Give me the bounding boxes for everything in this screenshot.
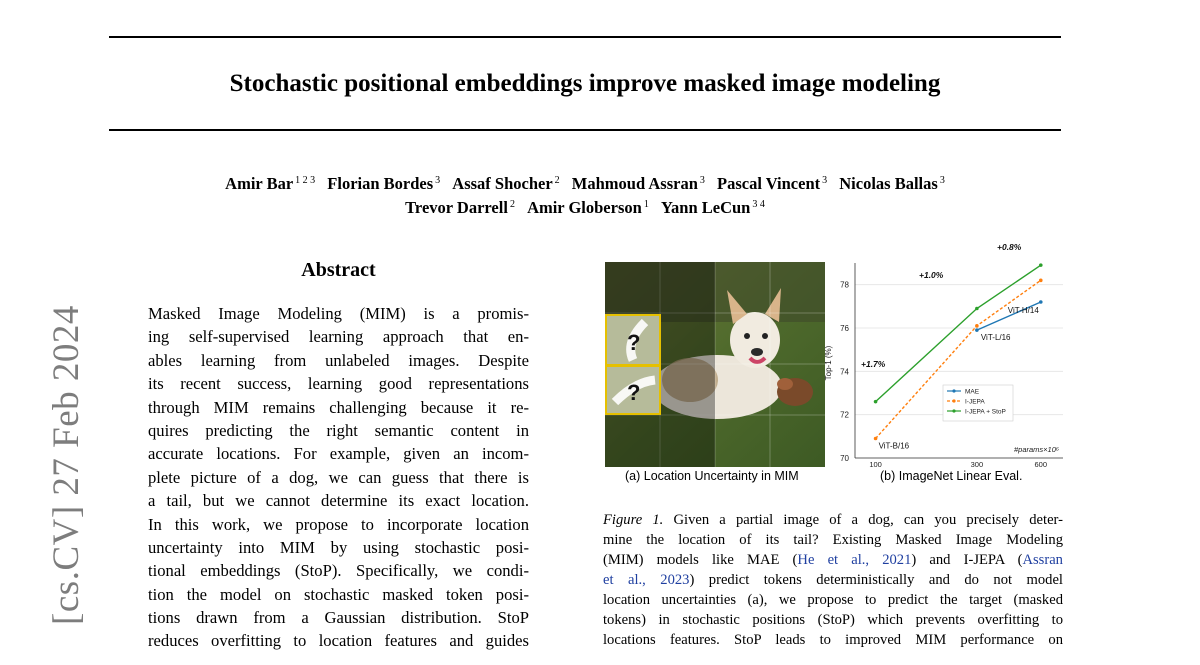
affiliation-marker: 1 2 3 xyxy=(295,175,316,186)
series-line xyxy=(876,265,1041,402)
y-tick-label: 72 xyxy=(840,410,849,420)
abstract-line: tion the model on stochastic masked token posi- xyxy=(148,584,529,604)
author: Amir Globerson $^1$ xyxy=(527,198,649,217)
abstract-line: through MIM remains challenging because it re- xyxy=(148,397,529,417)
author: Amir Bar $^{1 2 3}$ xyxy=(225,174,316,193)
author: Yann LeCun $^{3 4}$ xyxy=(660,198,765,217)
affiliation-marker: 3 xyxy=(699,175,705,186)
data-point xyxy=(975,307,979,311)
point-label: ViT-H/14 xyxy=(1007,306,1039,315)
data-point xyxy=(1039,300,1043,304)
title-bottom-rule xyxy=(109,129,1061,131)
affiliation-marker: 2 xyxy=(509,199,515,210)
dog-photo-illustration xyxy=(605,262,825,467)
caption-line: (MIM) models like MAE (He et al., 2021) and I-JEPA (Assran xyxy=(603,552,1063,568)
abstract-line: reduces overfitting to location features and guides xyxy=(148,631,529,651)
top-rule xyxy=(109,36,1061,38)
legend-label: I-JEPA xyxy=(965,398,985,406)
citation-link[interactable]: et al., 2023 xyxy=(603,572,690,588)
caption-line: Figure 1. Given a partial image of a dog, can you precisely deter- xyxy=(603,512,1063,528)
abstract-line: ing self-supervised learning approach that en- xyxy=(148,327,529,347)
question-mark: ? xyxy=(627,330,641,355)
y-tick-label: 70 xyxy=(840,454,849,463)
y-tick-label: 76 xyxy=(840,324,849,333)
chart-legend xyxy=(943,385,1013,421)
abstract-line: tions drawn from a Gaussian distribution. StoP xyxy=(148,608,529,628)
author: Mahmoud Assran $^3$ xyxy=(571,174,705,193)
abstract-line: its recent success, learning good representations xyxy=(148,374,529,394)
affiliation-marker: 3 4 xyxy=(752,199,765,210)
author: Assaf Shocher $^2$ xyxy=(452,174,560,193)
caption-line: mine the location of its tail? Existing Masked Image Modeling xyxy=(603,532,1063,548)
abstract-line: ables learning from unlabeled images. Despite xyxy=(148,350,529,370)
x-tick-label: 100 xyxy=(869,460,882,469)
caption-line: tokens) in stochastic positions (StoP) which prevents overfitting to xyxy=(603,612,1063,628)
abstract-body xyxy=(148,302,529,653)
abstract-line: accurate locations. For example, given an incom- xyxy=(148,444,529,464)
legend-label: I-JEPA + StoP xyxy=(965,408,1006,416)
abstract-line: tional embeddings (StoP). Specifically, we condi- xyxy=(148,561,529,581)
legend-marker xyxy=(952,399,955,402)
figure-label: Figure 1. xyxy=(603,512,664,528)
question-mark: ? xyxy=(627,380,641,405)
x-tick-label: 300 xyxy=(970,460,984,469)
author: Pascal Vincent $^3$ xyxy=(717,174,828,193)
affiliation-marker: 3 xyxy=(822,175,828,186)
citation-link[interactable]: Assran xyxy=(1022,552,1063,568)
legend-marker xyxy=(952,409,955,412)
paper-title: Stochastic positional embeddings improve masked image modeling xyxy=(229,70,941,97)
legend-marker xyxy=(952,389,955,392)
data-point xyxy=(975,324,979,328)
x-axis-note: #params×10⁶ xyxy=(1013,445,1059,454)
citation-link[interactable]: He et al., 2021 xyxy=(797,552,912,568)
legend-label: MAE xyxy=(965,388,980,396)
abstract-line: uncertainty into MIM by using stochastic posi- xyxy=(148,537,529,557)
abstract-line: In this work, we propose to incorporate location xyxy=(148,514,529,534)
abstract-line: Masked Image Modeling (MIM) is a promis- xyxy=(148,304,529,323)
y-tick-label: 74 xyxy=(840,367,849,377)
data-point xyxy=(1039,279,1043,283)
abstract-heading: Abstract xyxy=(301,259,376,281)
gain-label: +0.8% xyxy=(997,242,1022,252)
affiliation-marker: 3 xyxy=(435,175,441,186)
x-tick-label: 600 xyxy=(1034,460,1048,469)
figure-caption xyxy=(603,510,1063,650)
affiliation-marker: 1 xyxy=(643,199,649,210)
affiliation-marker: 3 xyxy=(939,175,945,186)
point-label: ViT-B/16 xyxy=(878,441,910,451)
panel-a-caption: (a) Location Uncertainty in MIM xyxy=(625,469,799,483)
gain-label: +1.0% xyxy=(919,270,944,281)
abstract-line: a tail, but we cannot determine its exact location. xyxy=(148,491,529,511)
author-list-line-2 xyxy=(109,198,1061,218)
author: Trevor Darrell $^2$ xyxy=(405,198,515,217)
data-point xyxy=(874,400,878,404)
abstract-line: quires predicting the right semantic content in xyxy=(148,420,529,440)
caption-line: location uncertainties (a), we propose to predict the target (masked xyxy=(603,592,1063,608)
dog-photo-panel xyxy=(605,262,825,467)
author-list-line-1 xyxy=(109,174,1061,194)
panel-b-caption: (b) ImageNet Linear Eval. xyxy=(880,469,1023,483)
data-point xyxy=(874,437,878,441)
author: Nicolas Ballas $^3$ xyxy=(839,174,945,193)
y-tick-label: 78 xyxy=(840,280,849,290)
affiliation-marker: 2 xyxy=(554,175,560,186)
gain-label: +1.7% xyxy=(861,359,886,369)
imagenet-chart xyxy=(823,242,1063,469)
point-label: ViT-L/16 xyxy=(980,333,1011,343)
data-point xyxy=(1039,263,1043,267)
y-axis-label: Top-1 (%) xyxy=(824,345,833,381)
abstract-line: plete picture of a dog, we can guess that there is xyxy=(148,467,529,487)
author: Florian Bordes $^3$ xyxy=(327,174,441,193)
caption-line: et al., 2023) predict tokens deterministically and do not model xyxy=(603,572,1063,588)
caption-line: locations features. StoP leads to improved MIM performance on xyxy=(603,632,1063,648)
data-point xyxy=(975,328,979,332)
arxiv-sidebar-stamp: [cs.CV] 27 Feb 2024 xyxy=(46,305,87,625)
